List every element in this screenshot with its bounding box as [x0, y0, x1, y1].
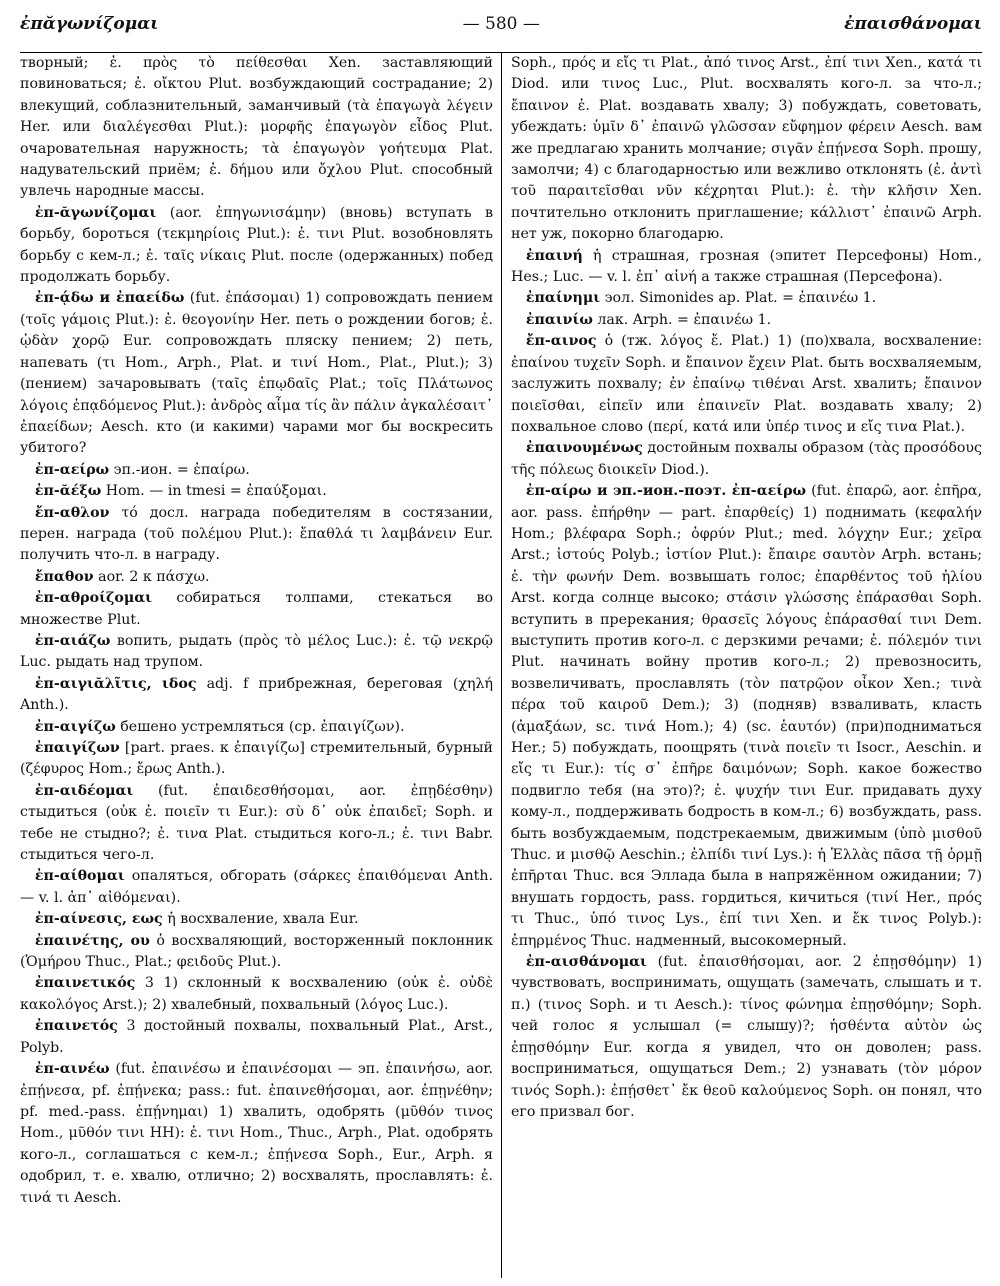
entry-headword: ἔπαθον — [34, 568, 94, 585]
entry-definition: вопить, рыдать (πρὸς τὸ μέλος Luc.): ἐ. τῷ νεκρῷ Luc. рыдать над трупом. — [20, 632, 493, 671]
dictionary-entry — [511, 438, 982, 481]
entry-definition: ὁ (тж. λόγος ἔ. Plat.) 1) (по)хвала, восхваление: ἐπαίνου τυχεῖν Soph. и ἔπαινον ἔχειν Plat. быть восхваляемым, заслужить похвалу; ἐν ἐπαίνῳ τιθέναι Arst. хвалить; ἔπαινον ποιεῖσθαι, εἰπεῖν или ἐπαινεῖν Plat. воздавать хвалу; 2) похвальное слово (περί, κατά или ὑπέρ τινος и εἴς τινα Plat.). — [510, 333, 982, 435]
entry-definition: aor. 2 к πάσχω. — [98, 568, 210, 585]
entry-definition: (fut. ἐπάσομαι) 1) сопровождать пением (τοῖς γάμοις Plut.): ἐ. θεογονίην Her. петь о рождении богов; ἐ. ᾠδὰν χορῷ Eur. сопровождать пляску пением; 2) петь, напевать (τι Hom., Arph., Plat. и τινί Hom., Plat., Plut.); 3) (пением) зачаровывать (ταῖς ἐπῳδαῖς Plat.; τοῖς Πλάτωνος λόγοις ἐπᾳδόμενος Plut.): ἀνδρὸς αἷμα τίς ἂν πάλιν ἀγκαλέσαιτ᾽ ἐπαείδων; Aesch. кто (и какими) чарами мог бы воскресить убитого? — [20, 290, 493, 457]
entry-definition: эол. Simonides ap. Plat. = ἐπαινέω 1. — [604, 290, 877, 307]
entry-definition: [part. praes. к ἐπαιγίζω] стремительный, бурный (ζέφυρος Hom.; ἔρως Anth.). — [20, 740, 493, 778]
dictionary-entry — [511, 481, 982, 952]
entry-headword: ἐπ-αιδέομαι — [34, 782, 134, 799]
entry-definition: творный; ἐ. πρὸς τὸ πείθεσθαι Xen. заставляющий повиноваться; ἐ. οἴκτου Plut. возбуждающий сострадание; 2) влекущий, соблазнительный, заманчивый (τὰ ἐπαγωγὰ λέγειν Her. или διαλέγεσθαι Plut.): μορφῆς ἐπαγωγὸν εἶδος Plut. очаровательная наружность; τὰ ἐπαγωγὸν γοήτευμα Plat. надувательский приём; ἐ. δήμου или ὄχλου Plut. способный увлечь народные массы. — [20, 55, 493, 200]
dictionary-entry — [20, 1059, 493, 1209]
entry-definition: бешено устремляться (ср. ἐπαιγίζων). — [120, 718, 405, 735]
dictionary-entry — [20, 909, 493, 930]
dictionary-entry — [20, 1016, 493, 1059]
entry-headword: ἐπ-ᾰγωνίζομαι — [34, 204, 157, 221]
dictionary-entry — [511, 246, 982, 289]
entry-headword: ἐπ-ᾰέξω — [34, 483, 102, 500]
dictionary-entry — [20, 588, 493, 631]
two-column-body — [20, 52, 982, 1278]
page-number: — 580 — — [462, 14, 540, 34]
entry-headword: ἐπ-αιάζω — [34, 632, 111, 649]
dictionary-entry — [20, 567, 493, 588]
left-running-headword: ἐπᾰγωνίζομαι — [20, 14, 159, 34]
entry-headword: ἐπ-ᾴδω и ἐπαείδω — [34, 290, 185, 307]
entry-definition: (aor. ἐπηγωνισάμην) (вновь) вступать в борьбу, бороться (τεκμηρίοις Plut.): ἐ. τινι Plut. возобновлять борьбу с кем-л.; ἐ. ταῖς νίκαις Plut. после (одержанных) побед продолжать борьбу. — [20, 204, 493, 286]
entry-headword: ἐπ-αισθάνομαι — [525, 954, 647, 971]
entry-definition: τό досл. награда победителям в состязании, перен. награда (τοῦ πολέμου Plut.): ἔπαθλά τι λαμβάνειν Eur. получить что-л. в награду. — [20, 504, 493, 564]
right-running-headword: ἐπαισθάνομαι — [844, 14, 982, 34]
entry-definition: (fut. ἐπαινέσω и ἐπαινέσομαι — эп. ἐπαινήσω, aor. ἐπῄνεσα, pf. ἐπῄνεκα; pass.: fut. ἐπαινεθήσομαι, aor. ἐπῃνέθην; pf. med.-pass. ἐπῄνημαι) 1) хвалить, одобрять (μῦθόν τινος Hom., μῦθόν τινι HH): ἐ. τινι Hom., Thuc., Arph., Plat. одобрять кого-л., соглашаться с кем-л.; ἐπῄνεσα Soph., Eur., Arph. я одобрил, т. е. хвалю, отлично; 2) восхвалять, прославлять: ἐ. τινά τι Aesch. — [20, 1061, 493, 1206]
dictionary-entry — [20, 460, 493, 481]
dictionary-entry — [511, 952, 982, 1123]
entry-definition: (fut. ἐπαρῶ, aor. ἐπῆρα, aor. pass. ἐπήρθην — part. ἐπαρθείς) 1) поднимать (κεφαλήν Hom.; βλέφαρα Soph.; ὀφρύν Plut.; med. λόγχην Eur.; χεῖρα Arst.; ἱστούς Polyb.; ἱστίον Plut.): ἔπαιρε σαυτὸν Arph. встань; ἐ. τὴν φωνήν Dem. возвышать голос; ἐπαρθέντος τοῦ ἡλίου Arst. когда солнце высоко; στάσιν γλώσσης ἐπάρασθαι Soph. вступить в пререкания; θρασεῖς λόγους ἐπάρασθαί τινι Dem. выступить против кого-л. с дерзкими речами; ἐ. πόλεμόν τινι Plut. начинать войну против кого-л.; 2) превозносить, возвеличивать, прославлять (τὸν πατρῷον οἶκον Xen.; τινὰ πέρα τοῦ καιροῦ Dem.); 3) (подняв) взваливать, класть (ἁμαξάων, sc. τινά Hom.); 4) (sc. ἑαυτόν) (при)подниматься Her.; 5) побуждать, поощрять (τινὰ ποιεῖν τι Isocr., Aeschin. и εἴς τι Eur.): τίς σ᾽ ἐπῆρε δαιμόνων; Soph. какое божество подвигло тебя (на это)?; ἐ. ψυχήν τινι Eur. придавать духу кому-л., поддерживать бодрость в ком-л.; 6) возбуждать, pass. быть возбуждаемым, подстрекаемым, движимым (ὑπὸ μισθοῦ Thuc. и μισθῷ Aeschin.; ἐλπίδι τινί Lys.): ἡ Ἑλλὰς πᾶσα τῇ ὁρμῇ ἐπῆρται Thuc. вся Эллада была в напряжённом ожидании; 7) внушать гордость, pass. гордиться, кичиться (τινί Her., πρός τι Thuc., ὑπό τινος Lys., ἐπί τινι Xen. и ἔκ τινος Polyb.): ἐπηρμένος Thuc. надменный, высокомерный. — [510, 483, 982, 949]
entry-definition: собираться толпами, стекаться во множестве Plut. — [20, 590, 493, 628]
entry-continuation — [20, 53, 493, 203]
entry-headword: ἐπαινετός — [34, 1018, 118, 1035]
dictionary-entry — [20, 288, 493, 459]
right-column — [501, 53, 982, 1278]
entry-definition: (fut. ἐπαιδεσθήσομαι, aor. ἐπῃδέσθην) стыдиться (οὐκ ἐ. ποιεῖν τι Eur.): σὺ δ᾽ οὐκ ἐπαιδεῖ; Soph. и тебе не стыдно?; ἐ. τινα Plat. стыдиться кого-л.; ἐ. τινι Babr. стыдиться чего-л. — [20, 782, 493, 864]
entry-definition: 3 достойный похвалы, похвальный Plat., Arst., Polyb. — [20, 1018, 493, 1056]
entry-headword: ἐπαινετικός — [34, 975, 136, 992]
entry-definition: лак. Arph. = ἐπαινέω 1. — [597, 311, 772, 328]
entry-definition: ἡ восхваление, хвала Eur. — [167, 911, 359, 928]
entry-headword: ἐπαινέτης, ου — [34, 932, 150, 949]
dictionary-entry — [511, 331, 982, 438]
entry-definition: эп.-ион. = ἐπαίρω. — [113, 461, 250, 478]
entry-headword: ἐπ-αιγίζω — [34, 718, 116, 735]
entry-definition: опаляться, обгорать (σάρκες ἐπαιθόμεναι Anth. — v. l. ἀπ᾽ αἰθόμεναι). — [20, 868, 493, 906]
dictionary-entry — [20, 931, 493, 974]
entry-definition: Soph., πρός и εἴς τι Plat., ἀπό τινος Arst., ἐπί τινι Xen., κατά τι Diod. или τινος Luc., Plut. восхвалять кого-л. за что-л.; ἔπαινον ἐ. Plat. воздавать хвалу; 3) побуждать, советовать, убеждать: ὑμῖν δ᾽ ἐπαινῶ γλῶσσαν εὔφημον φέρειν Aesch. вам же предлагаю хранить молчание; σιγᾶν ἐπῄνεσα Soph. прошу, замолчи; 4) с благодарностью или вежливо отклонять (ἐ. ἀντὶ τοῦ παραιτεῖσθαι νῦν κέχρηται Plut.): ἐ. τὴν κλῆσιν Xen. почтительно отклонить приглашение; κάλλιστ᾽ ἐπαινῶ Arph. нет уж, покорно благодарю. — [510, 55, 982, 243]
dictionary-entry — [20, 503, 493, 567]
left-column — [20, 53, 501, 1278]
entry-headword: ἐπ-αίνεσις, εως — [34, 911, 163, 928]
entry-continuation — [511, 53, 982, 246]
dictionary-entry — [511, 288, 982, 309]
dictionary-entry — [20, 203, 493, 289]
dictionary-entry — [20, 781, 493, 867]
entry-headword: ἔπ-αινος — [525, 333, 597, 350]
dictionary-entry — [20, 866, 493, 909]
entry-headword: ἐπ-αίθομαι — [34, 868, 125, 885]
entry-headword: ἐπαινουμένως — [525, 440, 643, 457]
entry-headword: ἐπ-αίρω и эп.-ион.-поэт. ἐπ-αείρω — [525, 483, 807, 500]
dictionary-entry — [20, 481, 493, 502]
entry-definition: ἡ страшная, грозная (эпитет Персефоны) Hom., Hes.; Luc. — v. l. ἐπ᾽ αἰνή а также страшная (Персефона). — [510, 247, 982, 286]
entry-headword: ἐπ-αείρω — [34, 461, 110, 478]
entry-headword: ἐπ-αινέω — [34, 1061, 110, 1078]
dictionary-entry — [20, 631, 493, 674]
entry-definition: 3 1) склонный к восхвалению (οὐκ ἐ. οὐδὲ κακολόγος Arst.); 2) хвалебный, похвальный (λόγος Luc.). — [20, 975, 493, 1013]
page-header — [20, 14, 982, 42]
entry-headword: ἐπαιγίζων — [34, 740, 120, 756]
entry-headword: ἔπ-αθλον — [34, 504, 110, 521]
entry-definition: достойным похвалы образом (τὰς προσόδους τῆς πόλεως διοικεῖν Diod.). — [510, 440, 982, 478]
dictionary-entry — [20, 973, 493, 1016]
dictionary-entry — [20, 738, 493, 781]
dictionary-entry — [20, 674, 493, 717]
entry-definition: (fut. ἐπαισθήσομαι, aor. 2 ἐπῃσθόμην) 1) чувствовать, воспринимать, ощущать (замечать, слышать и т. п.) (τινος Soph. и τι Aesch.): τίνος φώνημα ἐπῃσθόμην; Soph. чей голос я услышал (= слышу)?; ἡσθέντα αὐτὸν ὡς ἐπῃσθόμην Eur. когда я увидел, что он доволен; pass. восприниматься, ощущаться Dem.; 2) узнавать (τὸν μόρον τινός Soph.): ἐπῄσθετ᾽ ἔκ θεοῦ καλούμενος Soph. он понял, что его призвал бог. — [510, 954, 982, 1120]
entry-headword: ἐπ-αθροίζομαι — [34, 590, 152, 607]
entry-headword: ἐπ-αιγιᾰλῖτις, ιδος — [34, 675, 197, 692]
dictionary-entry — [511, 310, 982, 331]
entry-definition: Hom. — in tmesi = ἐπαύξομαι. — [105, 483, 327, 500]
entry-definition: ὁ восхваляющий, восторженный поклонник (Ὁμήρου Thuc., Plat.; φειδοῦς Plut.). — [20, 932, 493, 971]
entry-headword: ἐπαινίω — [525, 311, 593, 328]
entry-headword: ἐπαίνημι — [525, 290, 601, 307]
dictionary-entry — [20, 717, 493, 738]
entry-headword: ἐπαινή — [525, 247, 583, 264]
entry-definition: adj. f прибрежная, береговая (χηλή Anth.). — [20, 675, 493, 714]
